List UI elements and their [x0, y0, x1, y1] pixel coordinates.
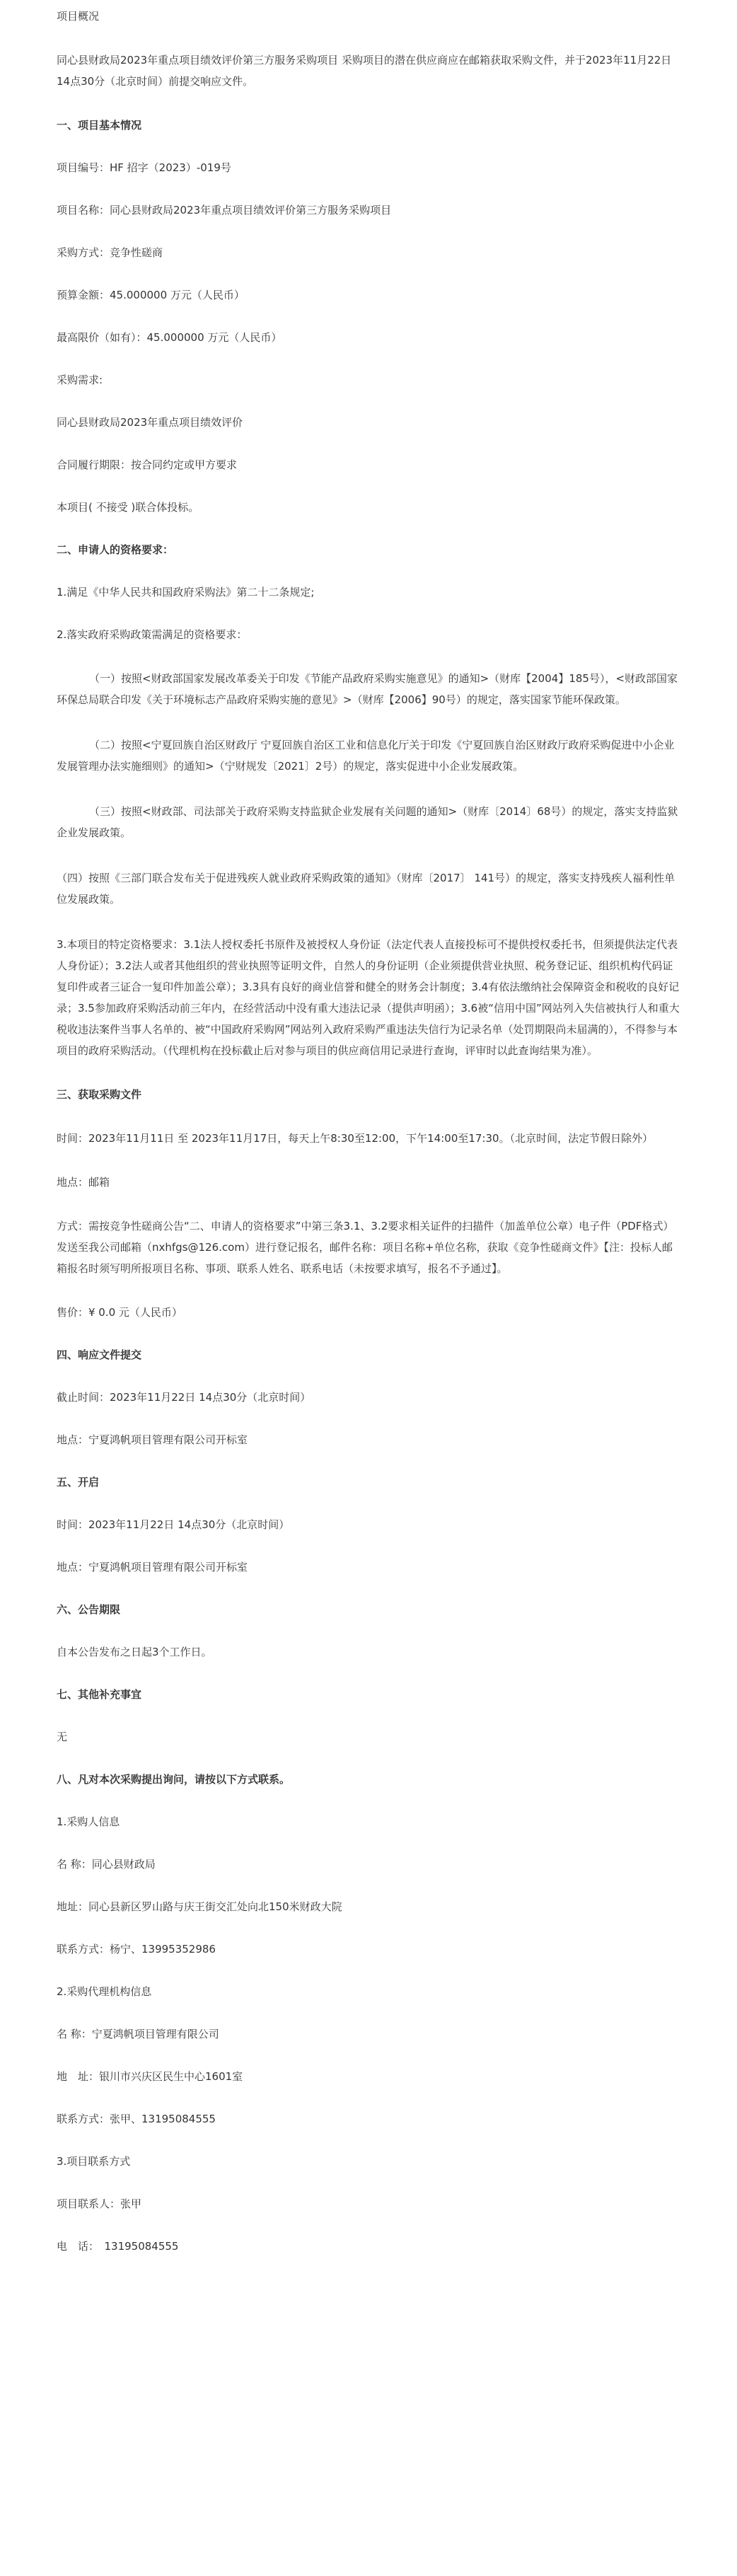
agency-contact: 联系方式：张甲、13195084555: [57, 2113, 216, 2125]
demand-text: 同心县财政局2023年重点项目绩效评价: [57, 416, 243, 429]
section1-title: 一、项目基本情况: [57, 119, 142, 132]
policy-energy-saving: （一）按照<财政部国家发展改革委关于印发《节能产品政府采购实施意见》的通知>（财库【2004】185号），<财政部国家环保总局联合印发《关于环境标志产品政府采购实施的意见》>（财库【2006】90号）的规定，落实国家节能环保政策。: [57, 672, 678, 706]
buyer-address: 地址：同心县新区罗山路与庆王街交汇处向北150米财政大院: [57, 1900, 342, 1913]
section2-title: 二、申请人的资格要求：: [57, 543, 174, 556]
project-contact-heading: 3.项目联系方式: [57, 2155, 131, 2168]
notice-period: 自本公告发布之日起3个工作日。: [57, 1646, 212, 1658]
opening-place: 地点：宁夏鸿帆项目管理有限公司开标室: [57, 1561, 248, 1573]
obtain-place: 地点：邮箱: [57, 1176, 110, 1189]
opening-time: 时间：2023年11月22日 14点30分（北京时间）: [57, 1518, 290, 1531]
contract-period: 合同履行期限：按合同约定或甲方要求: [57, 458, 238, 471]
procurement-method: 采购方式：竞争性磋商: [57, 246, 163, 259]
qualification-item-1: 1.满足《中华人民共和国政府采购法》第二十二条规定;: [57, 586, 315, 599]
agency-heading: 2.采购代理机构信息: [57, 1985, 152, 1998]
submit-place: 地点：宁夏鸿帆项目管理有限公司开标室: [57, 1433, 248, 1446]
project-number: 项目编号：HF 招字（2023）-019号: [57, 161, 231, 174]
supplementary-text: 无: [57, 1731, 68, 1743]
section8-title: 八、凡对本次采购提出询问，请按以下方式联系。: [57, 1773, 291, 1786]
policy-disabled: （四）按照《三部门联合发布关于促进残疾人就业政府采购政策的通知》（财库〔2017〕 141号）的规定，落实支持残疾人福利性单位发展政策。: [57, 872, 675, 906]
qualification-item-2: 2.落实政府采购政策需满足的资格要求：: [57, 628, 248, 641]
project-contact-person: 项目联系人：张甲: [57, 2197, 142, 2210]
agency-address: 地 址：银川市兴庆区民生中心1601室: [57, 2070, 243, 2083]
document-price: 售价：¥ 0.0 元（人民币）: [57, 1306, 182, 1319]
obtain-time: 时间：2023年11月11日 至 2023年11月17日，每天上午8:30至12:00，下午14:00至17:30。（北京时间，法定节假日除外）: [57, 1132, 654, 1145]
overview-text: 同心县财政局2023年重点项目绩效评价第三方服务采购项目 采购项目的潜在供应商应在邮箱获取采购文件，并于2023年11月22日 14点30分（北京时间）前提交响应文件。: [57, 54, 672, 88]
max-price: 最高限价（如有）：45.000000 万元（人民币）: [57, 331, 282, 344]
buyer-contact: 联系方式：杨宁、13995352986: [57, 1943, 216, 1956]
overview-heading: 项目概况: [57, 10, 100, 23]
section6-title: 六、公告期限: [57, 1603, 121, 1616]
buyer-name: 名 称：同心县财政局: [57, 1858, 156, 1871]
agency-name: 名 称：宁夏鸿帆项目管理有限公司: [57, 2028, 219, 2040]
budget-amount: 预算金额：45.000000 万元（人民币）: [57, 289, 245, 301]
section4-title: 四、响应文件提交: [57, 1348, 142, 1361]
buyer-heading: 1.采购人信息: [57, 1815, 120, 1828]
project-contact-phone: 电 话： 13195084555: [57, 2240, 179, 2253]
project-name: 项目名称：同心县财政局2023年重点项目绩效评价第三方服务采购项目: [57, 204, 392, 216]
consortium-note: 本项目( 不接受 )联合体投标。: [57, 501, 199, 514]
section3-title: 三、获取采购文件: [57, 1088, 142, 1101]
demand-label: 采购需求:: [57, 374, 103, 386]
submit-deadline: 截止时间：2023年11月22日 14点30分（北京时间）: [57, 1391, 311, 1404]
section7-title: 七、其他补充事宜: [57, 1688, 142, 1701]
policy-prison-enterprise: （三）按照<财政部、司法部关于政府采购支持监狱企业发展有关问题的通知>（财库〔2014〕68号）的规定，落实支持监狱企业发展政策。: [57, 805, 678, 839]
qualification-item-3: 3.本项目的特定资格要求：3.1法人授权委托书原件及被授权人身份证（法定代表人直接投标可不提供授权委托书，但须提供法定代表人身份证）；3.2法人或者其他组织的营业执照等证明文件，自然人的身份证明（企业须提供营业执照、税务登记证、组织机构代码证复印件或者三证合一复印件加盖公章）；3.3具有良好的商业信誉和健全的财务会计制度；3.4有依法缴纳社会保障资金和税收的良好记录；3.5参加政府采购活动前三年内，在经营活动中没有重大违法记录（提供声明函）；3.6被“信用中国”网站列入失信被执行人和重大税收违法案件当事人名单的、被“中国政府采购网”网站列入政府采购严重违法失信行为记录名单（处罚期限尚未届满的），不得参与本项目的政府采购活动。（代理机构在投标截止后对参与项目的供应商信用记录进行查询，评审时以此查询结果为准）。: [57, 938, 680, 1057]
section5-title: 五、开启: [57, 1476, 100, 1489]
obtain-method: 方式：需按竞争性磋商公告“二、申请人的资格要求”中第三条3.1、3.2要求相关证件的扫描件（加盖单位公章）电子件（PDF格式）发送至我公司邮箱（nxhfgs@126.com）进行登记报名，邮件名称：项目名称+单位名称，获取《竞争性磋商文件》【注：投标人邮箱报名时须写明所报项目名称、事项、联系人姓名、联系电话（未按要求填写，报名不予通过】。: [57, 1220, 674, 1275]
policy-sme: （二）按照<宁夏回族自治区财政厅 宁夏回族自治区工业和信息化厅关于印发《宁夏回族自治区财政厅政府采购促进中小企业发展管理办法实施细则》的通知>（宁财规发〔2021〕2号）的规定，落实促进中小企业发展政策。: [57, 739, 675, 773]
